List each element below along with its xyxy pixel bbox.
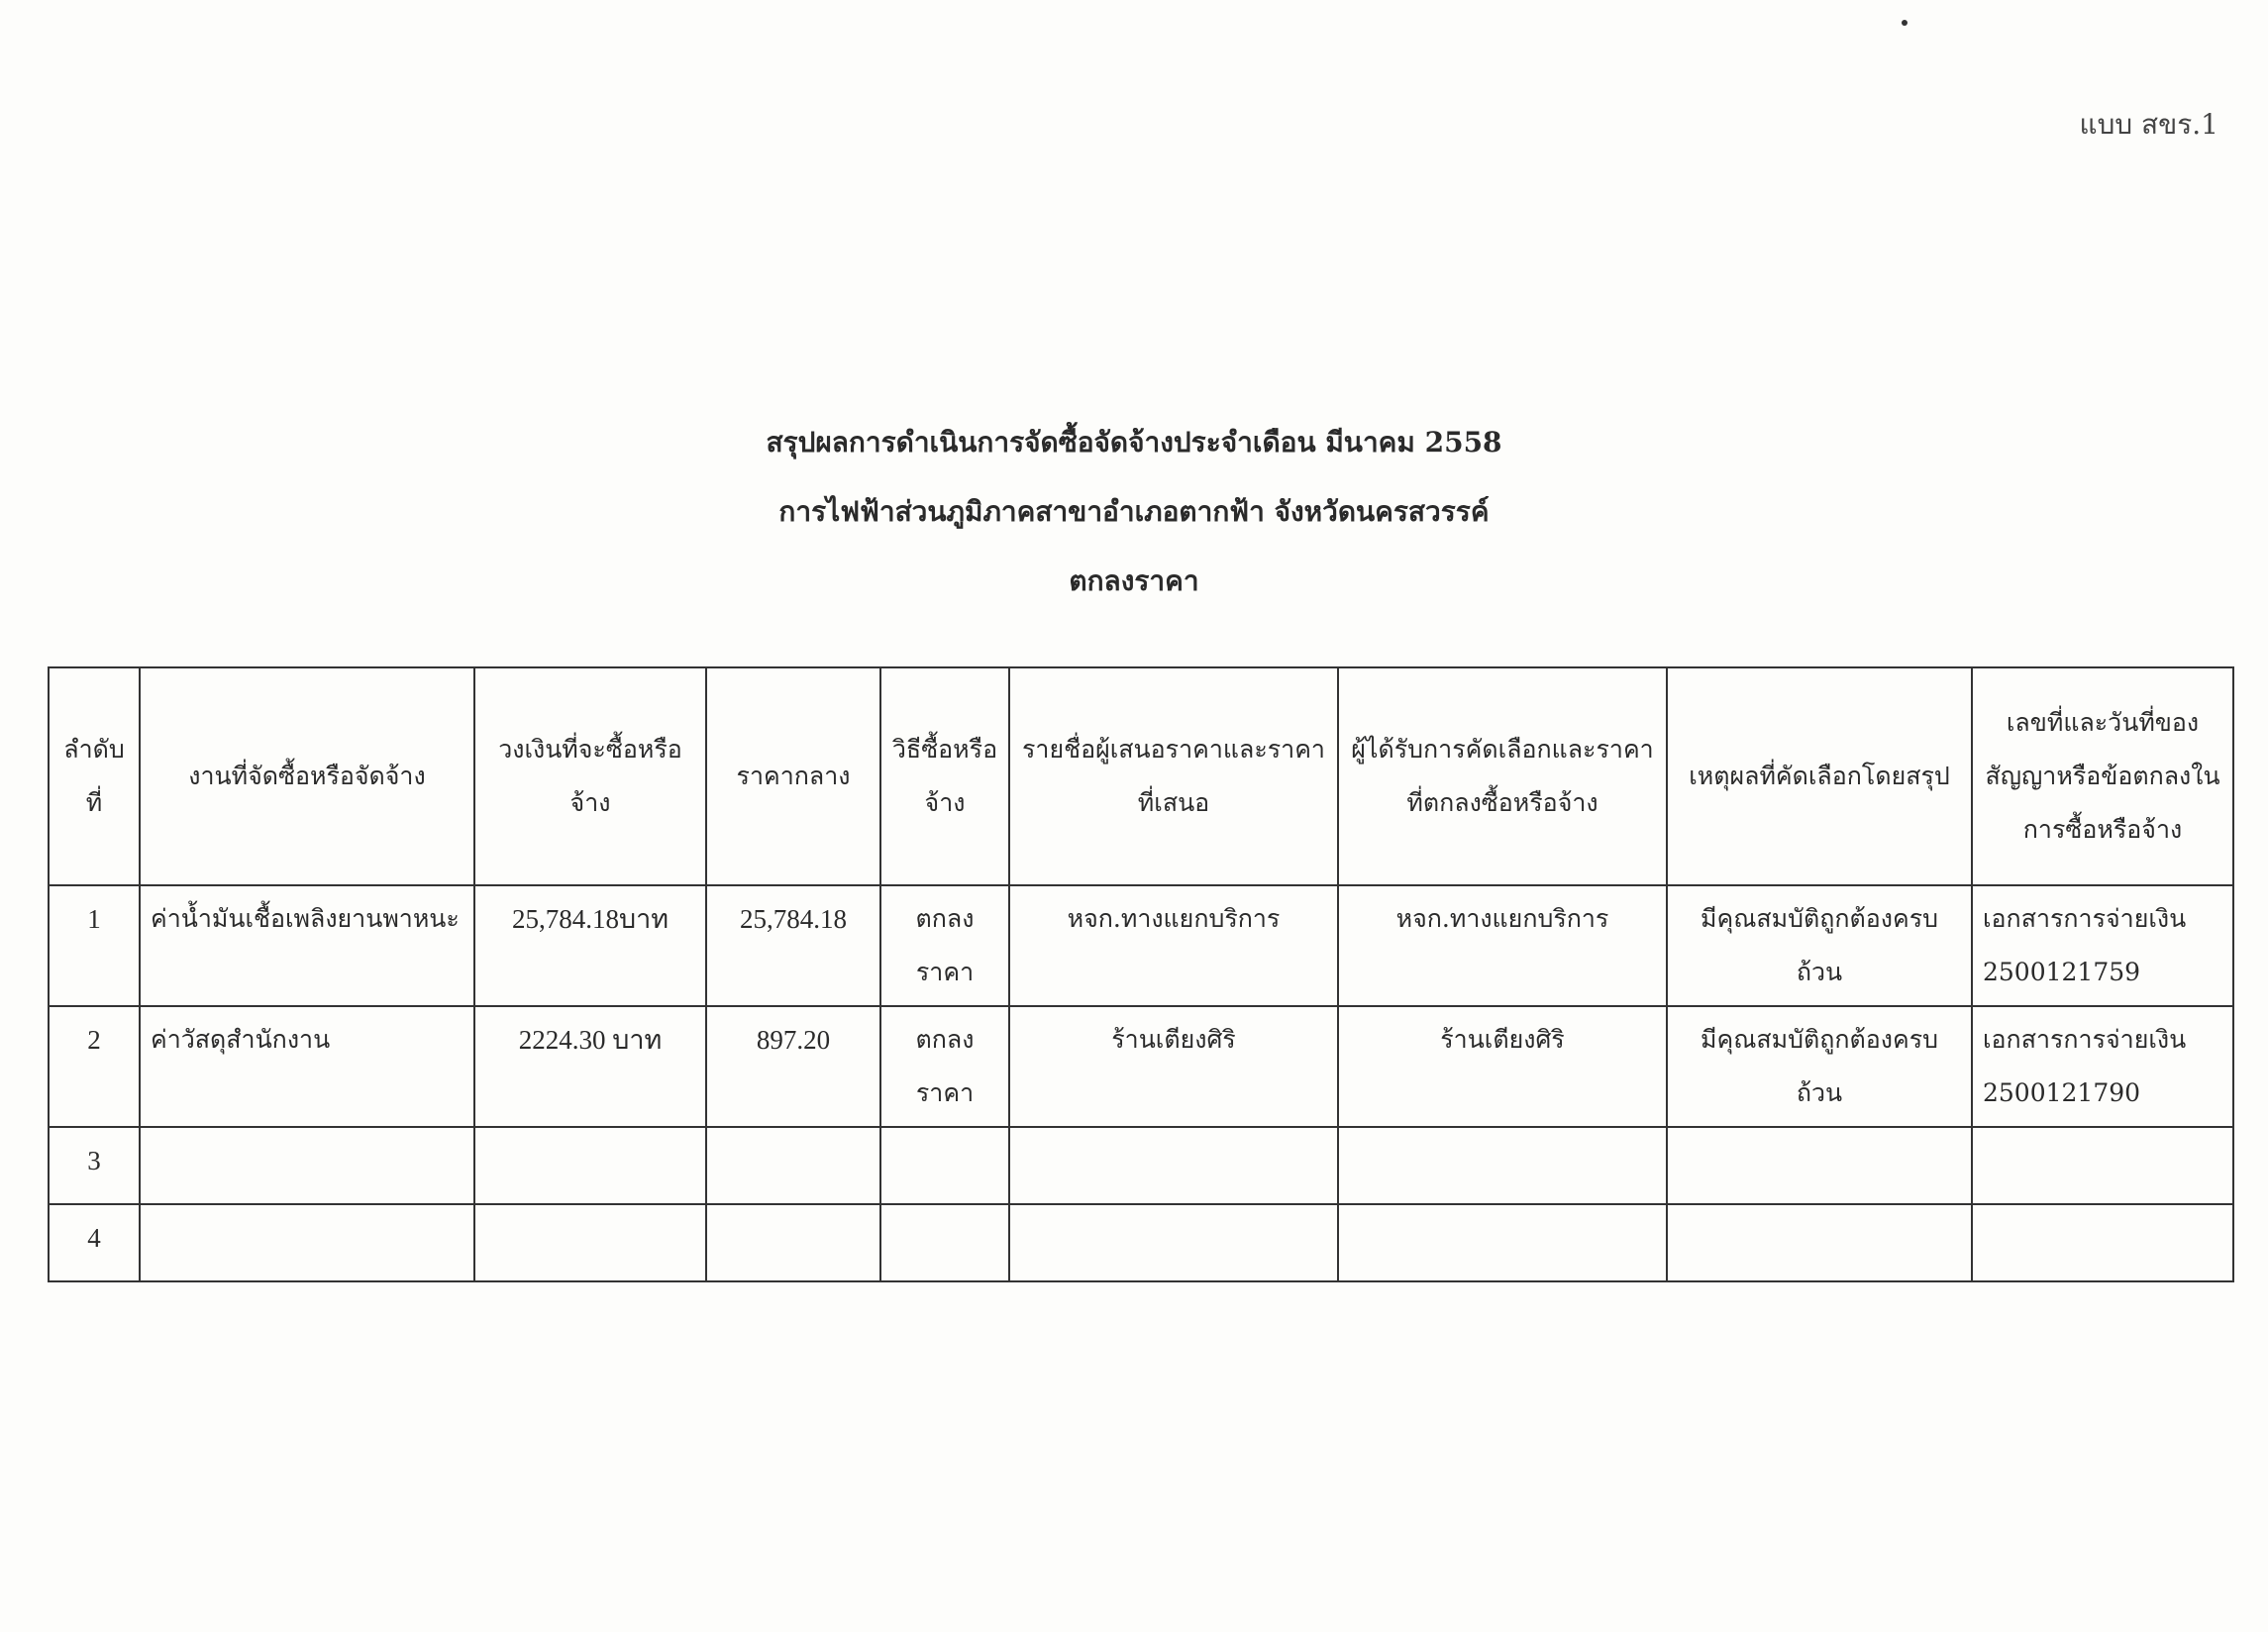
cell-budget xyxy=(474,1204,706,1281)
cell-reason: มีคุณสมบัติถูกต้องครบถ้วน xyxy=(1667,885,1972,1006)
cell-bidders: หจก.ทางแยกบริการ xyxy=(1009,885,1338,1006)
document-titles xyxy=(0,408,2268,616)
header-no: ลำดับที่ xyxy=(49,667,140,885)
cell-budget: 25,784.18บาท xyxy=(474,885,706,1006)
cell-bidders xyxy=(1009,1127,1338,1204)
table-row xyxy=(49,1204,2233,1281)
table-header-row xyxy=(49,667,2233,885)
header-bidders: รายชื่อผู้เสนอราคาและราคาที่เสนอ xyxy=(1009,667,1338,885)
cell-contract: เอกสารการจ่ายเงิน 2500121790 xyxy=(1972,1006,2233,1127)
cell-median-price xyxy=(706,1204,880,1281)
cell-selected: ร้านเตียงศิริ xyxy=(1338,1006,1667,1127)
table-row xyxy=(49,885,2233,1006)
cell-method: ตกลงราคา xyxy=(880,885,1009,1006)
cell-no: 2 xyxy=(49,1006,140,1127)
cell-no: 4 xyxy=(49,1204,140,1281)
header-contract: เลขที่และวันที่ของสัญญาหรือข้อตกลงในการซื้อหรือจ้าง xyxy=(1972,667,2233,885)
header-method: วิธีซื้อหรือจ้าง xyxy=(880,667,1009,885)
header-median-price: ราคากลาง xyxy=(706,667,880,885)
title-line-2: การไฟฟ้าส่วนภูมิภาคสาขาอำเภอตากฟ้า จังหวัดนครสวรรค์ xyxy=(778,495,1490,528)
cell-selected: หจก.ทางแยกบริการ xyxy=(1338,885,1667,1006)
cell-median-price xyxy=(706,1127,880,1204)
cell-budget xyxy=(474,1127,706,1204)
cell-budget: 2224.30 บาท xyxy=(474,1006,706,1127)
cell-reason xyxy=(1667,1127,1972,1204)
procurement-table xyxy=(48,666,2234,1282)
cell-no: 1 xyxy=(49,885,140,1006)
table-row xyxy=(49,1127,2233,1204)
cell-item: ค่าวัสดุสำนักงาน xyxy=(140,1006,474,1127)
table-row xyxy=(49,1006,2233,1127)
title-line-1: สรุปผลการดำเนินการจัดซื้อจัดจ้างประจำเดือน มีนาคม 2558 xyxy=(766,426,1502,459)
cell-method xyxy=(880,1204,1009,1281)
cell-item xyxy=(140,1127,474,1204)
cell-method: ตกลงราคา xyxy=(880,1006,1009,1127)
cell-bidders: ร้านเตียงศิริ xyxy=(1009,1006,1338,1127)
cell-reason: มีคุณสมบัติถูกต้องครบถ้วน xyxy=(1667,1006,1972,1127)
cell-selected xyxy=(1338,1204,1667,1281)
header-budget: วงเงินที่จะซื้อหรือจ้าง xyxy=(474,667,706,885)
form-code: แบบ สขร.1 xyxy=(2079,108,2218,141)
cell-selected xyxy=(1338,1127,1667,1204)
header-item: งานที่จัดซื้อหรือจัดจ้าง xyxy=(140,667,474,885)
cell-bidders xyxy=(1009,1204,1338,1281)
cell-no: 3 xyxy=(49,1127,140,1204)
cell-reason xyxy=(1667,1204,1972,1281)
header-reason: เหตุผลที่คัดเลือกโดยสรุป xyxy=(1667,667,1972,885)
cell-item xyxy=(140,1204,474,1281)
cell-item: ค่าน้ำมันเชื้อเพลิงยานพาหนะ xyxy=(140,885,474,1006)
cell-contract xyxy=(1972,1127,2233,1204)
header-selected: ผู้ได้รับการคัดเลือกและราคาที่ตกลงซื้อหรือจ้าง xyxy=(1338,667,1667,885)
cell-contract xyxy=(1972,1204,2233,1281)
cell-contract: เอกสารการจ่ายเงิน 2500121759 xyxy=(1972,885,2233,1006)
cell-method xyxy=(880,1127,1009,1204)
scan-speck xyxy=(1902,20,1907,26)
cell-median-price: 25,784.18 xyxy=(706,885,880,1006)
title-line-3: ตกลงราคา xyxy=(1069,564,1199,597)
cell-median-price: 897.20 xyxy=(706,1006,880,1127)
